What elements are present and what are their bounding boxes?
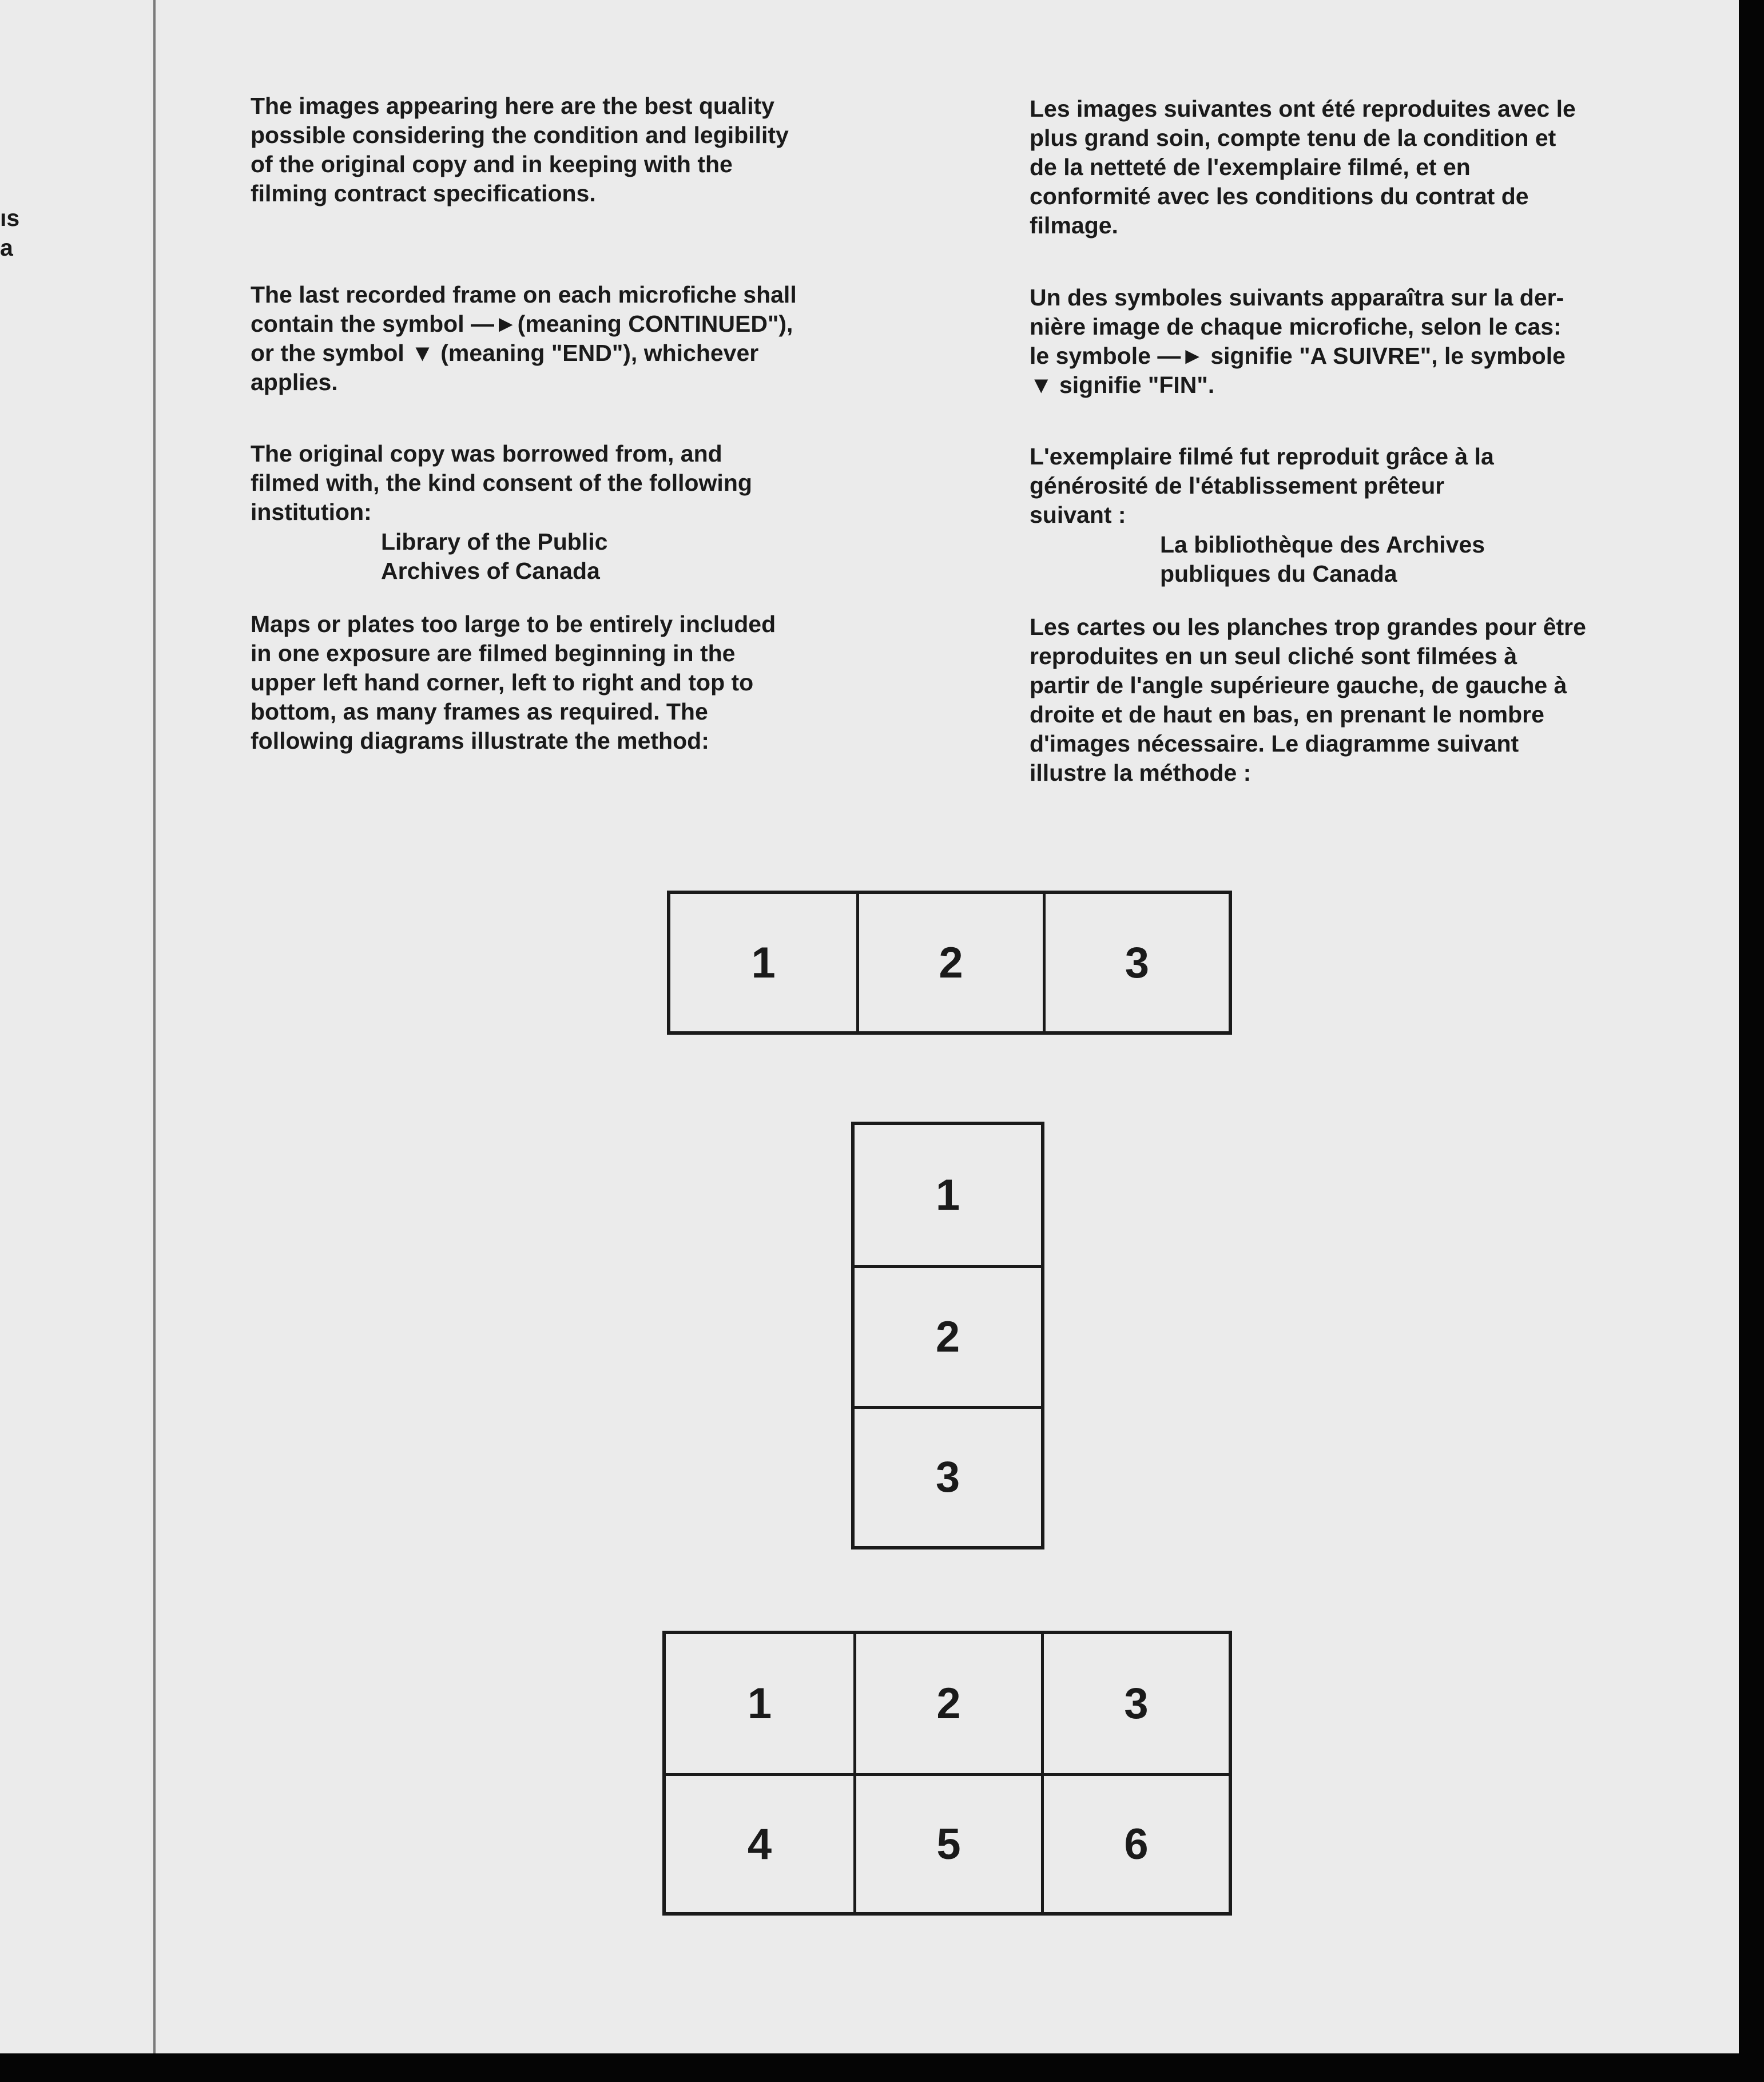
french-symbols-text-2: signifie "A SUIVRE", le symbole <box>1210 343 1566 369</box>
diagram-block-frame-5: 5 <box>853 1773 1041 1912</box>
diagram-block-frame-1: 1 <box>747 1679 772 1728</box>
page-fold-line <box>153 0 156 2053</box>
english-source-paragraph: The original copy was borrowed from, and filmed with, the kind consent of the following institution: <box>251 440 752 525</box>
french-maps-paragraph: Les cartes ou les planches trop grandes pour être reproduites en un seul cliché sont filmées à partir de l'angle supérieure gauche, de gauche à droite et de haut en bas, en prenant le nombre d'images nécessaire. Le diagramme suivant illustre la méthode : <box>1030 614 1586 786</box>
diagram-block-frame-2: 2 <box>853 1634 1041 1773</box>
english-institution: Library of the Public Archives of Canada <box>381 529 608 584</box>
diagram-row-frame-3: 3 <box>1043 894 1229 1031</box>
diagram-column-frame-2: 2 <box>855 1265 1041 1405</box>
end-triangle-icon: ▼ <box>411 340 434 366</box>
margin-fragment-line-1: ıs <box>0 205 20 231</box>
diagram-column-frame-1: 1 <box>935 1171 960 1220</box>
french-institution: La bibliothèque des Archives publiques du Canada <box>1160 531 1485 587</box>
english-symbols-text-1: The last recorded frame on each microfiche shall contain the symbol <box>251 281 797 337</box>
diagram-block-frame-3: 3 <box>1041 1634 1229 1773</box>
margin-fragment <box>0 203 34 263</box>
french-symbols-paragraph <box>1030 283 1676 400</box>
english-quality-paragraph: The images appearing here are the best quality possible considering the condition and legibility of the original copy and in keeping with the filming contract specifications. <box>251 93 789 206</box>
french-symbols-text-1: Un des symboles suivants apparaîtra sur la der- nière image de chaque microfiche, selon le cas: le symbole <box>1030 284 1564 369</box>
diagram-row-frame-1: 1 <box>751 938 776 987</box>
diagram-column-of-three <box>851 1122 1044 1549</box>
english-symbols-text-3: (meaning "END"), whichever applies. <box>251 340 759 395</box>
margin-fragment-line-2: a <box>0 235 13 261</box>
english-maps-paragraph: Maps or plates too large to be entirely included in one exposure are filmed beginning in the upper left hand corner, left to right and top to bottom, as many frames as required. The following diagrams illustrate the method: <box>251 611 776 754</box>
fin-triangle-icon: ▼ <box>1030 372 1053 398</box>
english-symbols-text-2: (meaning CONTINUED"), or the symbol <box>251 311 793 366</box>
diagram-row-frame-2: 2 <box>856 894 1042 1031</box>
continued-arrow-icon: —► <box>471 311 518 337</box>
french-quality-paragraph: Les images suivantes ont été reproduites avec le plus grand soin, compte tenu de la condition et de la netteté de l'exemplaire filmé, et en conformité avec les conditions du contrat de filmage. <box>1030 96 1576 239</box>
diagram-block-of-six <box>662 1631 1232 1916</box>
diagram-block-frame-6: 6 <box>1041 1773 1229 1912</box>
film-edge-bottom <box>0 2053 1764 2082</box>
french-source-paragraph: L'exemplaire filmé fut reproduit grâce à la générosité de l'établissement prêteur suivant : <box>1030 443 1494 528</box>
a-suivre-arrow-icon: —► <box>1157 343 1204 369</box>
diagram-column-frame-3: 3 <box>855 1406 1041 1546</box>
english-symbols-paragraph <box>251 280 897 397</box>
diagram-block-frame-4: 4 <box>666 1773 853 1912</box>
diagram-row-of-three <box>667 891 1232 1035</box>
film-edge-right <box>1739 0 1764 2082</box>
french-symbols-text-3: signifie "FIN". <box>1052 372 1215 398</box>
